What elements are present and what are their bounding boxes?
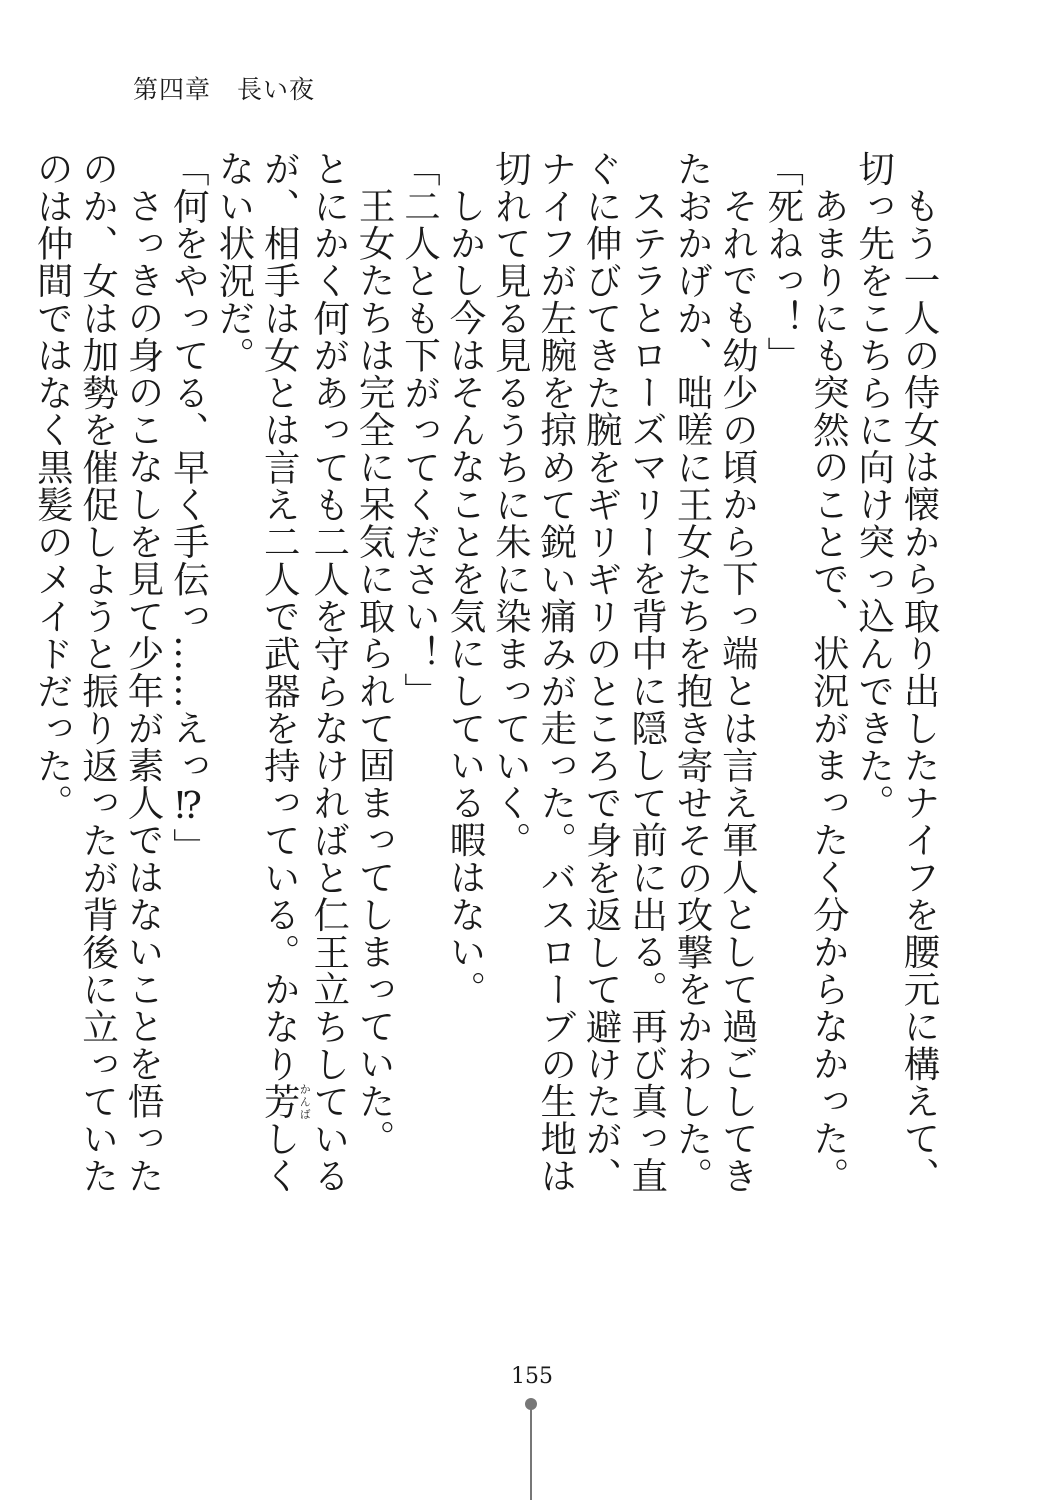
paragraph-4: それでも幼少の頃から下っ端とは言え軍人として過ごしてきたおかげか、咄嗟に王女たちを抱き寄せその攻撃をかわした。	[670, 150, 760, 1195]
chapter-number: 第四章	[133, 75, 212, 104]
bookmark-string	[530, 1408, 532, 1500]
ruby-kanba	[258, 1082, 312, 1120]
chapter-title: 長い夜	[237, 75, 316, 104]
running-header	[133, 70, 315, 106]
dialogue-1: 「死ねっ！」	[761, 150, 805, 374]
dialogue-3: 「何をやってる、早く手伝っ……えっ⁉」	[167, 150, 211, 866]
paragraph-11: さっきの身のこなしを見て少年が素人ではないことを悟ったのか、女は加勢を催促しようと振り返ったが背後に立っていたのは仲間ではなく黒髪のメイドだった。	[31, 150, 165, 1195]
body-text	[31, 150, 942, 1220]
paragraph-1: もう一人の侍女は懐から取り出したナイフを腰元に構えて、切っ先をこちらに向け突っ込んできた。	[852, 150, 941, 1194]
paragraph-9-end: しくない状況だ。	[212, 150, 302, 1195]
paragraph-9-start: とにかく何があっても二人を守らなければと仁王立ちしているが、相手は女とは言え二人で武器を持っている。かなり	[258, 150, 351, 1195]
ruby-base: 芳	[258, 1082, 302, 1120]
paragraph-9	[211, 150, 351, 1220]
bookmark-ribbon-icon	[525, 1398, 537, 1500]
paragraph-8: 王女たちは完全に呆気に取られて固まってしまっていた。	[353, 186, 397, 1157]
paragraph-6: しかし今はそんなことを気にしている暇はない。	[443, 186, 487, 1008]
dialogue-2: 「二人とも下がってください！」	[398, 150, 442, 710]
paragraph-5: ステラとローズマリーを背中に隠して前に出る。再び真っ直ぐに伸びてきた腕をギリギリのところで身を返して避けたが、ナイフが左腕を掠めて鋭い痛みが走った。バスローブの生地は切れて見る見るうちに朱に染まっていく。	[489, 150, 669, 1195]
ruby-reading: かんば	[298, 1082, 312, 1120]
paragraph-2: あまりにも突然のことで、状況がまったく分からなかった。	[807, 186, 851, 1194]
page-number: 155	[511, 1364, 553, 1389]
